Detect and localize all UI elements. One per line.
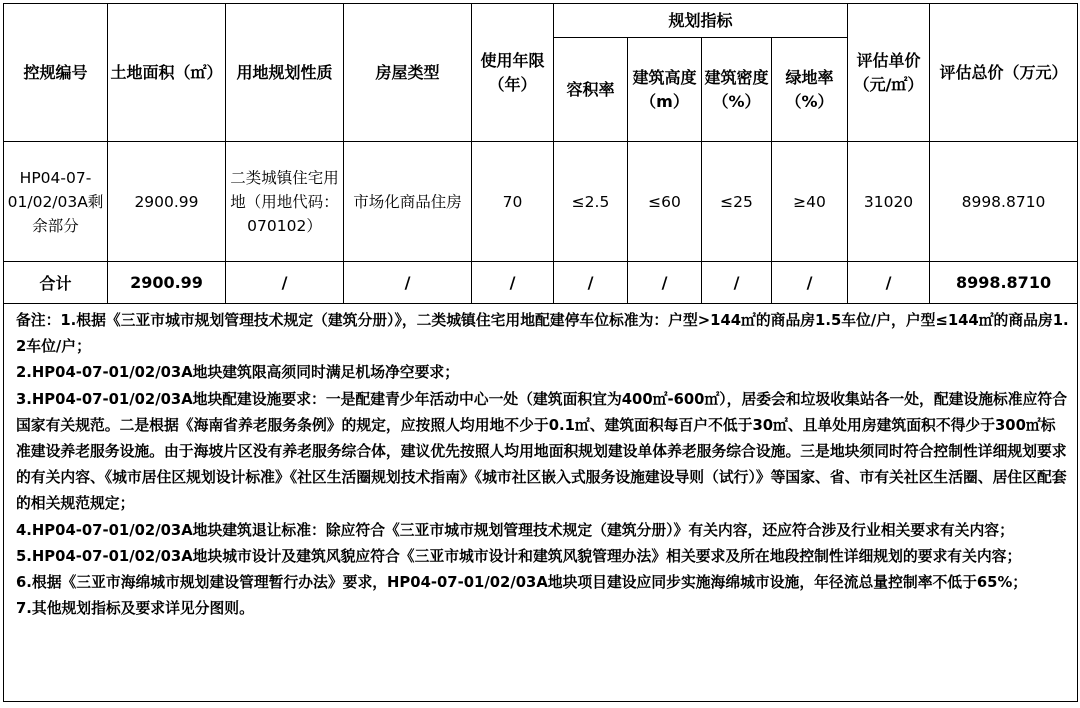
note-item: 6.根据《三亚市海绵城市规划建设管理暂行办法》要求，HP04-07-01/02/03A地块项目建设应同步实施海绵城市设施，年径流总量控制率不低于65%； [16,574,1028,592]
note-item: 7.其他规划指标及要求详见分图则。 [16,600,254,618]
total-building-height: / [628,262,702,304]
cell-green-rate: ≥40 [772,142,848,262]
cell-land-area: 2900.99 [108,142,226,262]
total-land-use: / [226,262,344,304]
header-use-term: 使用年限（年） [472,4,554,142]
header-building-density: 建筑密度（%） [702,38,772,142]
cell-use-term: 70 [472,142,554,262]
notes-row [4,304,1078,702]
note-item: 4.HP04-07-01/02/03A地块建筑退让标准：除应符合《三亚市城市规划管理技术规定（建筑分册）》有关内容，还应符合涉及行业相关要求有关内容； [16,521,1014,539]
header-total-price: 评估总价（万元） [930,4,1078,142]
total-green-rate: / [772,262,848,304]
note-item: 5.HP04-07-01/02/03A地块城市设计及建筑风貌应符合《三亚市城市设计和建筑风貌管理办法》相关要求及所在地段控制性详细规划的要求有关内容； [16,547,1022,565]
cell-building-density: ≤25 [702,142,772,262]
total-building-density: / [702,262,772,304]
note-item: 3.HP04-07-01/02/03A地块配建设施要求：一是配建青少年活动中心一处（建筑面积宜为400㎡-600㎡），居委会和垃圾收集站各一处，配建设施标准应符合国家有关规范。二是根据《海南省养老服务条例》的规定，应按照人均用地不少于0.1㎡、建筑面积每百户不低于30㎡、且单处用房建筑面积不得少于300㎡标准建设养老服务设施。由于海坡片区没有养老服务综合体，建议优先按照人均用地面积规划建设单体养老服务综合设施。三是地块须同时符合控制性详细规划要求的有关内容、《城市居住区规划设计标准》《社区生活圈规划技术指南》《城市社区嵌入式服务设施建设导则（试行）》等国家、省、市有关社区生活圈、居住区配套的相关规范规定； [16,390,1067,513]
cell-plan-code: HP04-07-01/02/03A剩余部分 [4,142,108,262]
cell-total-price: 8998.8710 [930,142,1078,262]
header-land-area: 土地面积（㎡） [108,4,226,142]
total-unit-price: / [848,262,930,304]
total-house-type: / [344,262,472,304]
cell-land-use: 二类城镇住宅用地（用地代码：070102） [226,142,344,262]
total-label: 合计 [4,262,108,304]
total-land-area: 2900.99 [108,262,226,304]
notes-cell [4,304,1078,702]
total-total-price: 8998.8710 [930,262,1078,304]
note-item: 备注：1.根据《三亚市城市规划管理技术规定（建筑分册）》，二类城镇住宅用地配建停车位标准为：户型>144㎡的商品房1.5车位/户，户型≤144㎡的商品房1.2车位/户； [16,312,1069,356]
cell-house-type: 市场化商品住房 [344,142,472,262]
header-row-1 [4,4,1078,38]
cell-building-height: ≤60 [628,142,702,262]
total-use-term: / [472,262,554,304]
header-plan-code: 控规编号 [4,4,108,142]
header-far: 容积率 [554,38,628,142]
total-far: / [554,262,628,304]
table-row [4,142,1078,262]
land-parcel-table [3,3,1078,702]
header-green-rate: 绿地率（%） [772,38,848,142]
header-unit-price: 评估单价（元/㎡） [848,4,930,142]
cell-far: ≤2.5 [554,142,628,262]
total-row [4,262,1078,304]
cell-unit-price: 31020 [848,142,930,262]
header-house-type: 房屋类型 [344,4,472,142]
header-building-height: 建筑高度（m） [628,38,702,142]
note-item: 2.HP04-07-01/02/03A地块建筑限高须同时满足机场净空要求； [16,364,459,382]
header-land-use: 用地规划性质 [226,4,344,142]
land-table-container [3,3,1077,705]
header-planning-indicators: 规划指标 [554,4,848,38]
